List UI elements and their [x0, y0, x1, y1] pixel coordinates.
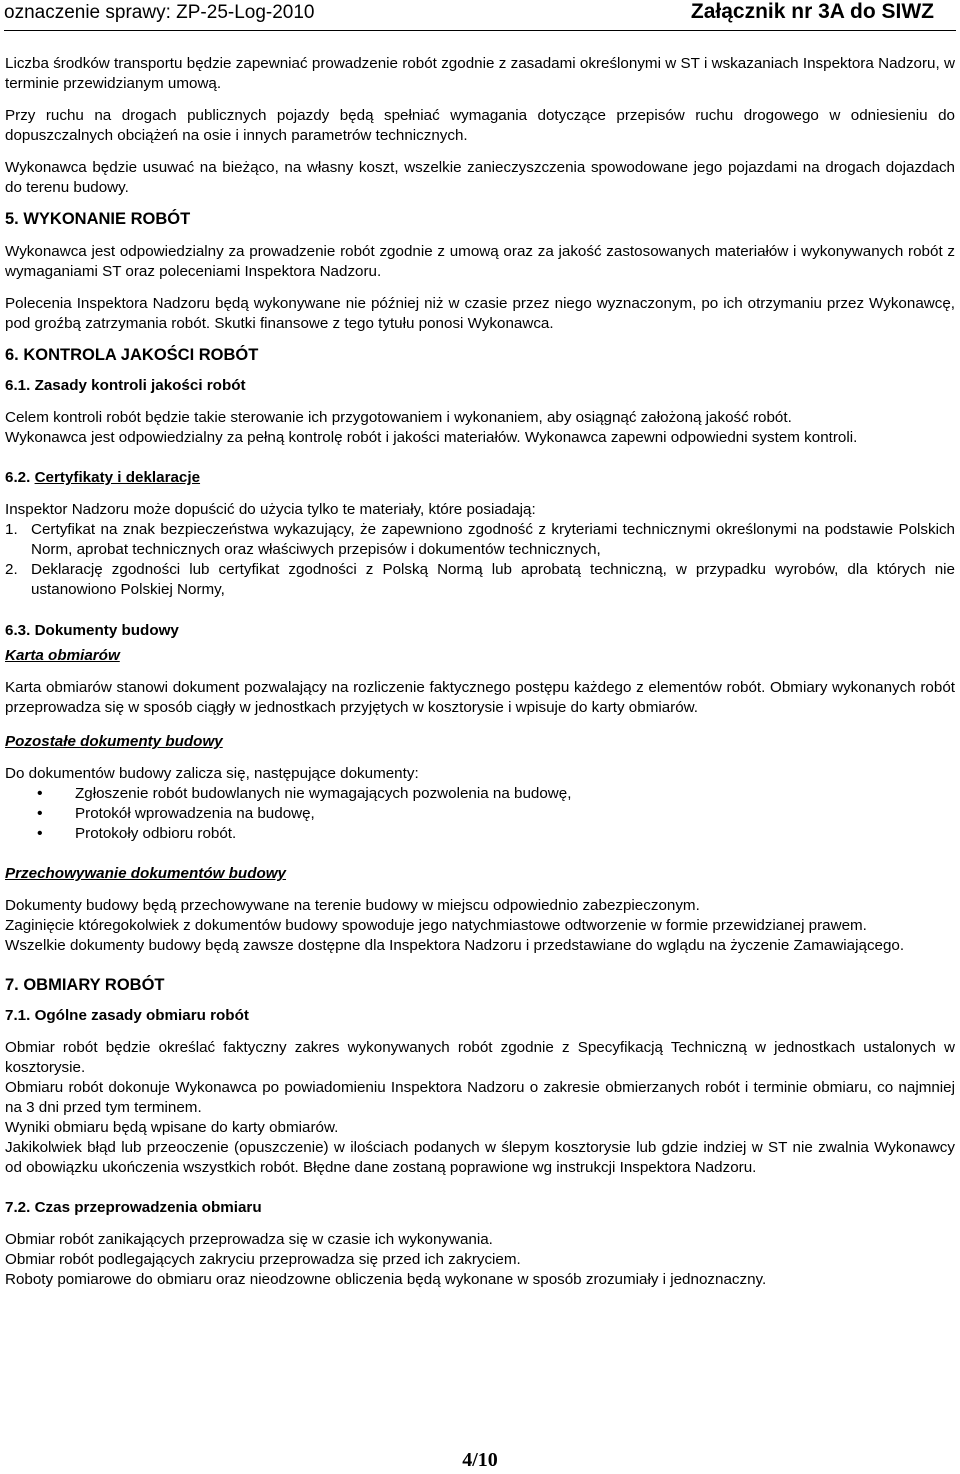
section-7-1-heading: [5, 1006, 955, 1026]
section-6-heading: 6. KONTROLA JAKOŚCI ROBÓT: [5, 346, 259, 364]
section-5-heading: 5. WYKONANIE ROBÓT: [5, 210, 191, 228]
list-item: [5, 804, 955, 824]
paragraph-6-2-intro: Inspektor Nadzoru może dopuścić do użycia tylko te materiały, które posiadają:: [5, 501, 536, 518]
paragraph-7-1-b: Obmiaru robót dokonuje Wykonawca po powiadomieniu Inspektora Nadzoru o zakresie obmierzanych robót i terminie obmiaru, co najmniej na 3 dni przed tym terminem.: [5, 1079, 955, 1116]
page-number: 4/10: [462, 1449, 498, 1471]
document-body: [5, 54, 955, 1290]
section-6-2-number: 6.2.: [5, 469, 31, 486]
paragraph-6-1-a: Celem kontroli robót będzie takie sterowanie ich przygotowaniem i wykonaniem, aby osiągnąć założoną jakość robót.: [5, 409, 792, 426]
section-6-2-heading: [5, 468, 955, 488]
section-7-2-heading: [5, 1198, 955, 1218]
section-6-1-heading: [5, 376, 955, 396]
list-item-number: 1.: [5, 521, 18, 538]
section-7-1-title: Ogólne zasady obmiaru robót: [34, 1007, 249, 1024]
bullet-icon: •: [37, 785, 43, 802]
section-7-2-title: Czas przeprowadzenia obmiaru: [34, 1199, 262, 1216]
przechowywanie-heading: Przechowywanie dokumentów budowy: [5, 865, 287, 882]
pozostale-dokumenty-heading: Pozostałe dokumenty budowy: [5, 733, 223, 750]
paragraph-transport: Liczba środków transportu będzie zapewniać prowadzenie robót zgodnie z zasadami określonymi w ST i wskazaniach Inspektora Nadzoru, w terminie przewidzianym umową.: [5, 55, 955, 92]
paragraph-7-1-c: Wyniki obmiaru będą wpisane do karty obmiarów.: [5, 1119, 339, 1136]
list-item: [5, 560, 955, 600]
paragraph-karta: Karta obmiarów stanowi dokument pozwalający na rozliczenie faktycznego postępu każdego z elementów robót. Obmiary wykonanych robót przeprowadza się w sposób ciągły w jednostkach przyjętych w kosztorysie i wpisuje do karty obmiarów.: [5, 679, 955, 716]
list-item-text: Protokół wprowadzenia na budowę,: [75, 805, 315, 822]
paragraph-5-2: Polecenia Inspektora Nadzoru będą wykonywane nie później niż w czasie przez niego wyznaczonym, po ich otrzymaniu przez Wykonawcę, pod groźbą zatrzymania robót. Skutki finansowe z tego tytułu ponosi Wykonawca.: [5, 295, 955, 332]
certificates-list: [5, 520, 955, 600]
section-7-2-number: 7.2.: [5, 1199, 31, 1216]
case-number: oznaczenie sprawy: ZP-25-Log-2010: [4, 2, 315, 23]
section-6-2-title: Certyfikaty i deklaracje: [34, 469, 201, 486]
section-6-1-number: 6.1.: [5, 377, 31, 394]
section-6-3-heading: [5, 621, 955, 641]
paragraph-pozostale: Do dokumentów budowy zalicza się, następujące dokumenty:: [5, 765, 419, 782]
list-item: [5, 784, 955, 804]
section-6-3-title: Dokumenty budowy: [34, 622, 179, 639]
paragraph-7-2-a: Obmiar robót zanikających przeprowadza się w czasie ich wykonywania.: [5, 1231, 493, 1248]
list-item: [5, 520, 955, 560]
list-item-text: Certyfikat na znak bezpieczeństwa wykazujący, że zapewniono zgodność z kryteriami technicznymi określonymi na podstawie Polskich Norm, aprobat technicznych oraz właściwych przepisów i dokumentów technicznych,: [31, 521, 955, 558]
paragraph-7-2-b: Obmiar robót podlegających zakryciu przeprowadza się przed ich zakryciem.: [5, 1251, 521, 1268]
karta-obmiarow-heading: Karta obmiarów: [5, 647, 120, 664]
bullet-icon: •: [37, 805, 43, 822]
list-item-text: Protokoły odbioru robót.: [75, 825, 237, 842]
paragraph-6-1-b: Wykonawca jest odpowiedzialny za pełną kontrolę robót i jakości materiałów. Wykonawca zapewni odpowiedni system kontroli.: [5, 429, 858, 446]
list-item-text: Zgłoszenie robót budowlanych nie wymagających pozwolenia na budowę,: [75, 785, 572, 802]
paragraph-przech-2: Zaginięcie któregokolwiek z dokumentów budowy spowoduje jego natychmiastowe odtworzenie w formie przewidzianej prawem.: [5, 917, 867, 934]
section-7-1-number: 7.1.: [5, 1007, 31, 1024]
paragraph-przech-3: Wszelkie dokumenty budowy będą zawsze dostępne dla Inspektora Nadzoru i przedstawiane do wglądu na życzenie Zamawiającego.: [5, 937, 905, 954]
section-7-heading: 7. OBMIARY ROBÓT: [5, 976, 165, 994]
attachment-title: Załącznik nr 3A do SIWZ: [690, 0, 934, 23]
page-header: [4, 0, 956, 31]
paragraph-przech-1: Dokumenty budowy będą przechowywane na terenie budowy w miejscu odpowiednio zabezpieczonym.: [5, 897, 700, 914]
list-item: [5, 824, 955, 844]
section-6-1-title: Zasady kontroli jakości robót: [34, 377, 246, 394]
paragraph-7-1-d: Jakikolwiek błąd lub przeoczenie (opuszczenie) w ilościach podanych w ślepym kosztorysie lub gdzie indziej w ST nie zwalnia Wykonawcy od obowiązku ukończenia wszystkich robót. Błędne dane zostaną poprawione wg instrukcji Inspektora Nadzoru.: [5, 1139, 955, 1176]
section-6-3-number: 6.3.: [5, 622, 31, 639]
paragraph-public-roads: Przy ruchu na drogach publicznych pojazdy będą spełniać wymagania dotyczące przepisów ruchu drogowego w odniesieniu do dopuszczalnych obciążeń na osie i innych parametrów technicznych.: [5, 107, 955, 144]
paragraph-cleaning: Wykonawca będzie usuwać na bieżąco, na własny koszt, wszelkie zanieczyszczenia spowodowane jego pojazdami na drogach dojazdach do terenu budowy.: [5, 159, 955, 196]
list-item-number: 2.: [5, 561, 18, 578]
paragraph-7-1-a: Obmiar robót będzie określać faktyczny zakres wykonywanych robót zgodnie z Specyfikacją Techniczną w jednostkach ustalonych w kosztorysie.: [5, 1039, 955, 1076]
paragraph-5-1: Wykonawca jest odpowiedzialny za prowadzenie robót zgodnie z umową oraz za jakość zastosowanych materiałów i wykonywanych robót z wymaganiami ST oraz poleceniami Inspektora Nadzoru.: [5, 243, 955, 280]
bullet-icon: •: [37, 825, 43, 842]
documents-bullet-list: [5, 784, 955, 844]
paragraph-7-2-c: Roboty pomiarowe do obmiaru oraz nieodzowne obliczenia będą wykonane w sposób zrozumiały i jednoznaczny.: [5, 1271, 767, 1288]
list-item-text: Deklarację zgodności lub certyfikat zgodności z Polską Normą lub aprobatą techniczną, w przypadku wyrobów, dla których nie ustanowiono Polskiej Normy,: [31, 561, 955, 598]
